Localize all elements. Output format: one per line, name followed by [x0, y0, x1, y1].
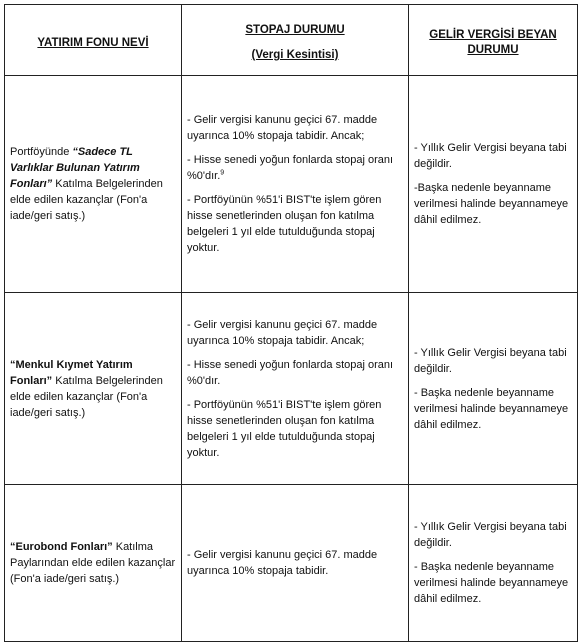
fund-tax-table: [4, 4, 578, 642]
header-beyan-label: GELİR VERGİSİ BEYAN DURUMU: [429, 29, 557, 56]
stopaj-cell: [182, 485, 409, 642]
stopaj-item: - Hisse senedi yoğun fonlarda stopaj oranı %0'dır.: [187, 358, 394, 387]
table-row: [5, 293, 578, 485]
table-row: [5, 485, 578, 642]
stopaj-item: [187, 152, 403, 184]
fund-type-prefix: Portföyünde: [10, 146, 73, 158]
stopaj-item: - Portföyünün %51'i BIST'te işlem gören hisse senetlerinden oluşan fon katılma belgeleri 1 yıl elde tutulduğunda stopaj yoktur.: [187, 194, 382, 254]
header-fund-type: [5, 5, 182, 76]
stopaj-item-text: - Hisse senedi yoğun fonlarda stopaj oranı %0'dır.: [187, 154, 394, 182]
beyan-cell: [409, 293, 578, 485]
beyan-cell: [409, 76, 578, 293]
beyan-item: - Yıllık Gelir Vergisi beyana tabi değildir.: [414, 521, 567, 549]
fund-type-name: “Sadece TL Varlıklar Bulunan Yatırım Fonları”: [10, 146, 140, 190]
header-fund-type-label: YATIRIM FONU NEVİ: [37, 36, 149, 49]
beyan-item: - Başka nedenle beyanname verilmesi halinde beyannameye dâhil edilmez.: [414, 561, 569, 605]
stopaj-item: - Gelir vergisi kanunu geçici 67. madde uyarınca 10% stopaja tabidir.: [187, 549, 378, 577]
beyan-cell: [409, 485, 578, 642]
header-stopaj-sub: (Vergi Kesintisi): [251, 49, 339, 61]
header-row: [5, 5, 578, 76]
fund-type-desc: Katılma Belgelerinden elde edilen kazançlar (Fon'a iade/geri satış.): [10, 178, 163, 222]
beyan-item: -Başka nedenle beyanname verilmesi halinde beyannameye dâhil edilmez.: [414, 182, 569, 226]
fund-type-cell: [5, 293, 182, 485]
stopaj-item: - Gelir vergisi kanunu geçici 67. madde uyarınca 10% stopaja tabidir. Ancak;: [187, 318, 378, 347]
stopaj-cell: [182, 293, 409, 485]
beyan-item: - Yıllık Gelir Vergisi beyana tabi değildir.: [414, 142, 567, 170]
header-stopaj: [182, 5, 409, 76]
header-beyan: [409, 5, 578, 76]
stopaj-item: - Portföyünün %51'i BIST'te işlem gören hisse senetlerinden oluşan fon katılma belgeleri 1 yıl elde tutulduğunda stopaj yoktur.: [187, 398, 382, 459]
header-stopaj-label: STOPAJ DURUMU: [245, 24, 345, 36]
fund-type-name: “Menkul Kıymet Yatırım Fonları”: [10, 358, 133, 387]
beyan-item: - Başka nedenle beyanname verilmesi halinde beyannameye dâhil edilmez.: [414, 386, 569, 431]
fund-type-desc: Katılma Paylarından elde edilen kazançlar (Fon'a iade/geri satış.): [10, 541, 176, 585]
stopaj-item: - Gelir vergisi kanunu geçici 67. madde uyarınca 10% stopaja tabidir. Ancak;: [187, 114, 378, 142]
beyan-item: - Yıllık Gelir Vergisi beyana tabi değildir.: [414, 346, 567, 375]
fund-type-cell: [5, 76, 182, 293]
fund-type-name: “Eurobond Fonları”: [10, 541, 113, 553]
table-row: [5, 76, 578, 293]
fund-type-cell: [5, 485, 182, 642]
fund-type-desc: Katılma Belgelerinden elde edilen kazançlar (Fon'a iade/geri satış.): [10, 374, 163, 419]
footnote-marker: 9: [220, 169, 225, 177]
stopaj-cell: [182, 76, 409, 293]
